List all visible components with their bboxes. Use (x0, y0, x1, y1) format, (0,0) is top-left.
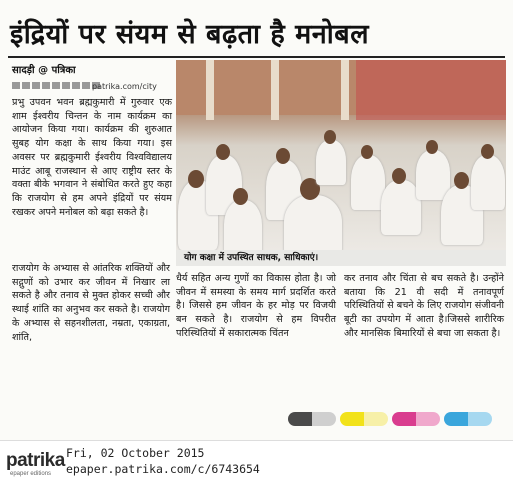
logo-subtitle: epaper editions (10, 471, 52, 477)
magenta-swatch (392, 412, 440, 426)
article-column-3 (176, 272, 336, 341)
article-column-4 (344, 272, 504, 341)
source-url: patrika.com/city (92, 82, 157, 91)
epaper-link[interactable]: epaper.patrika.com/c/6743654 (66, 462, 260, 476)
headline-rule (8, 56, 505, 58)
article-column-2 (12, 262, 170, 344)
photo-caption: योग कक्षा में उपस्थित साधक, साधिकाएं। (176, 250, 506, 266)
paragraph: प्रभु उपवन भवन ब्रह्मकुमारी में गुरुवार एक शाम ईश्वरीय चिन्तन के नाम कार्यक्रम का आयोजन किया गया। कार्यक्रम की शुरुआत सुबह योग कक्षा के साथ किया गया। इस अवसर पर ब्रह्मकुमारी ईश्वरीय विश्वविद्यालय माउंट आबू राजस्थान से आए राष्ट्रीय स्तर के वक्ता बीके भगवान ने संबोधित करते हुए कहा कि राजयोग से हम अपने इंद्रियों पर संयम रखकर अपने मनोबल को बढ़ा सकते है। (12, 97, 172, 218)
black-swatch (288, 412, 336, 426)
article-photo (176, 60, 506, 250)
headline: इंद्रियों पर संयम से बढ़ता है मनोबल (10, 19, 370, 50)
byline: सादड़ी @ पत्रिका (12, 65, 76, 76)
epaper-footer (0, 440, 513, 484)
yellow-swatch (340, 412, 388, 426)
print-color-bar (288, 412, 508, 426)
patrika-logo[interactable]: patrika (6, 450, 65, 471)
edition-date: Fri, 02 October 2015 (66, 446, 205, 460)
cyan-swatch (444, 412, 492, 426)
paragraph: कर तनाव और चिंता से बच सकते है। उन्होंने बताया कि 21 वी सदी में तनावपूर्ण परिस्थितियों से बचने के लिए राजयोग संजीवनी बूटी का उपयोग में आता है।जिससे शारीरिक और मानसिक बिमारियों से बचा जा सकता है। (344, 273, 504, 339)
paragraph: राजयोग के अभ्यास से आंतरिक शक्तियों और सद्गुणों को उभार कर जीवन में निखार ला सकते है और तनाव से मुक्त होकर सच्ची और स्थाई शांति का अनुभव कर सकते है। राजयोग के अभ्यास से सहनशीलता, नम्रता, एकाग्रता, शांति, (12, 263, 170, 343)
paragraph: धैर्य सहित अन्य गुणों का विकास होता है। जो जीवन में समस्या के समय मार्ग प्रदर्शित करते है। जिससे हम जीवन के हर मोड़ पर विजयी बन सकते है। राजयोग से हम विपरीत परिस्थितियों में सकारात्मक चिंतन (176, 273, 336, 339)
separator-dots (12, 82, 100, 89)
article-column-1 (12, 96, 172, 219)
